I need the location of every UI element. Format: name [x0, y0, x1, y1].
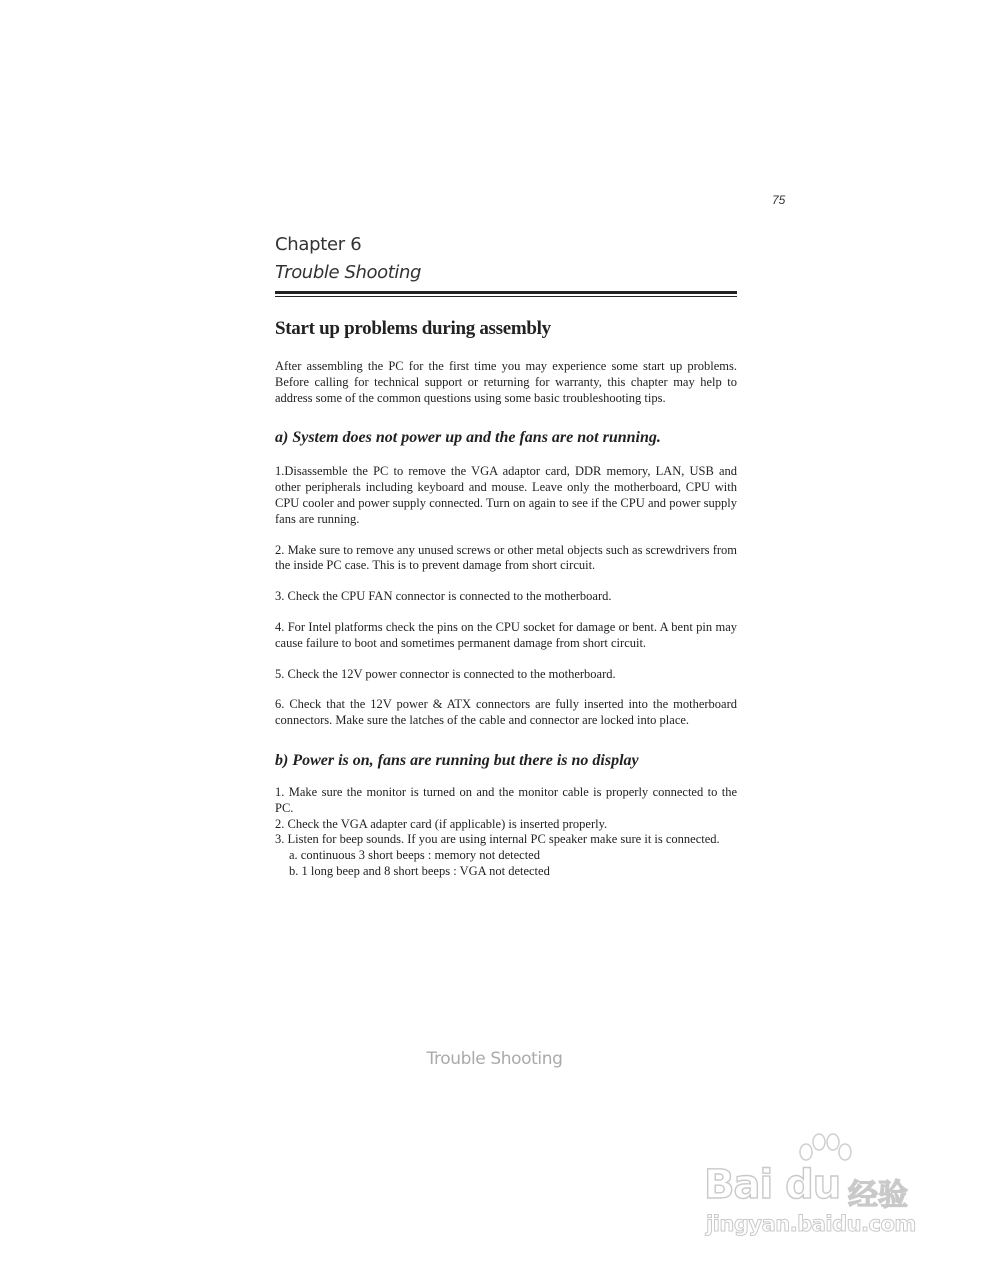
subsection-a-item: 1.Disassemble the PC to remove the VGA adaptor card, DDR memory, LAN, USB and other peripherals including keyboard and mouse. Leave only the motherboard, CPU with CPU cooler and power supply connected. Turn on again to see if the CPU and power supply fans are running. — [275, 464, 737, 526]
beep-code-item: a. continuous 3 short beeps : memory not detected — [289, 848, 540, 863]
page-content — [275, 233, 737, 880]
subsection-a-heading: a) System does not power up and the fans are not running. — [275, 429, 661, 447]
footer-title: Trouble Shooting — [426, 1049, 563, 1069]
chapter-rule-thick — [275, 291, 737, 294]
chapter-rule-thin — [275, 296, 737, 297]
subsection-b-item: 3. Listen for beep sounds. If you are using internal PC speaker make sure it is connected. — [275, 832, 720, 847]
baidu-jingyan-watermark — [700, 1130, 940, 1250]
watermark-cn-text: 经验 — [848, 1178, 908, 1213]
section-intro: After assembling the PC for the first time you may experience some start up problems. Before calling for technical support or returning for warranty, this chapter may help to address some of the common questions using some basic troubleshooting tips. — [275, 359, 737, 405]
watermark-url: jingyan.baidu.com — [706, 1212, 916, 1236]
subsection-b-item: 1. Make sure the monitor is turned on and the monitor cable is properly connected to the PC. — [275, 784, 737, 815]
subsection-a-item: 4. For Intel platforms check the pins on the CPU socket for damage or bent. A bent pin may cause failure to boot and sometimes permanent damage from short circuit. — [275, 619, 737, 650]
subsection-b-heading: b) Power is on, fans are running but there is no display — [275, 751, 639, 769]
chapter-title: Trouble Shooting — [275, 262, 421, 283]
subsection-a-item: 2. Make sure to remove any unused screws or other metal objects such as screwdrivers from the inside PC case. This is to prevent damage from short circuit. — [275, 542, 737, 573]
subsection-a-item: 3. Check the CPU FAN connector is connected to the motherboard. — [275, 589, 612, 604]
subsection-a-item: 5. Check the 12V power connector is connected to the motherboard. — [275, 666, 616, 681]
subsection-b-item: 2. Check the VGA adapter card (if applicable) is inserted properly. — [275, 816, 608, 831]
section-heading: Start up problems during assembly — [275, 318, 551, 339]
subsection-a-item: 6. Check that the 12V power & ATX connectors are fully inserted into the motherboard connectors. Make sure the latches of the cable and connector are locked into place. — [275, 697, 737, 728]
beep-code-item: b. 1 long beep and 8 short beeps : VGA not detected — [289, 863, 550, 878]
page-number: 75 — [772, 193, 786, 207]
chapter-label: Chapter 6 — [275, 234, 362, 255]
watermark-logo: Bai du — [704, 1162, 841, 1208]
